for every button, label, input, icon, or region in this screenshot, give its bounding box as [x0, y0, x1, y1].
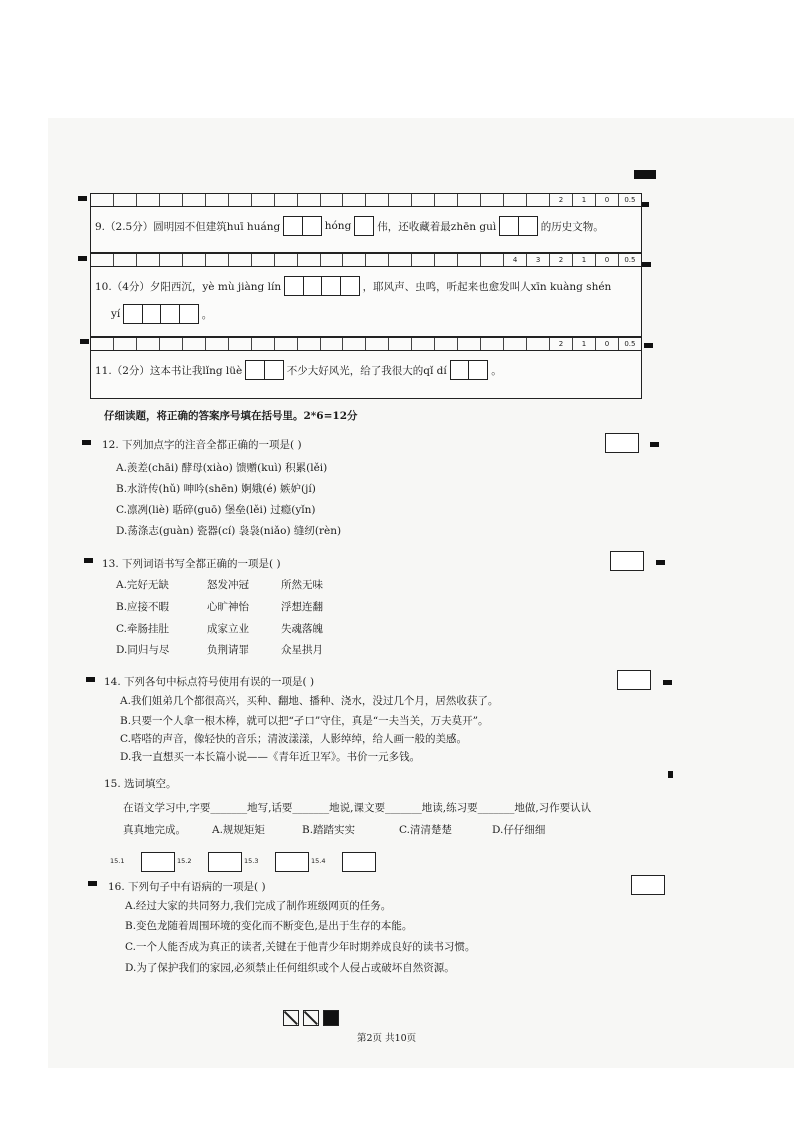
row-mark: [88, 881, 97, 886]
q11-text: 。: [491, 364, 502, 377]
row-mark: [80, 339, 89, 344]
score-cell[interactable]: 2: [550, 194, 573, 206]
q9-line: [95, 216, 604, 236]
q9-text: 的历史文物。: [540, 220, 604, 233]
q10-text: 。: [201, 308, 213, 321]
q10-answer-group-2[interactable]: [123, 304, 199, 324]
q12-option-c: C.凛冽(liè) 聒碎(guō) 堡垒(lěi) 过瘾(yǐn): [116, 504, 316, 516]
score-cell[interactable]: 1: [573, 254, 596, 266]
row-mark: [644, 343, 653, 348]
row-mark: [656, 560, 665, 565]
q14-stem: 14. 下列各句中标点符号使用有误的一项是( ): [104, 676, 315, 688]
q16-stem: 16. 下列句子中有语病的一项是( ): [108, 881, 266, 893]
row-mark: [84, 558, 93, 563]
q10-text: ，耶风声、虫鸣，听起来也愈发叫人xīn kuàng shén: [362, 280, 612, 293]
q13-option-d-3: 众星拱月: [281, 644, 323, 656]
q11-answer-group-1[interactable]: [245, 360, 284, 380]
q13-option-d-1: D.同归与尽: [116, 644, 170, 656]
q15-label-3: 15.3: [244, 857, 259, 865]
q15-choice-d: D.仔仔细细: [492, 824, 546, 836]
q11-box: [90, 337, 642, 399]
q15-choice-b: B.踏踏实实: [302, 824, 356, 836]
q12-answer-box[interactable]: [605, 433, 639, 453]
score-cell[interactable]: 0: [596, 194, 619, 206]
q14-option-c: C.嗒嗒的声音，像轻快的音乐；清波漾漾，人影绰绰，给人画一般的美感。: [120, 733, 467, 745]
score-cell[interactable]: 1: [573, 194, 596, 206]
score-cell[interactable]: 2: [550, 254, 573, 266]
row-mark: [650, 442, 659, 447]
q12-option-d: D.荡涤志(guàn) 瓷器(cí) 袅袅(niǎo) 缝纫(rèn): [116, 525, 342, 537]
q14-option-b: B.只要一个人拿一根木棒，就可以把“孑口”守住，真是“一夫当关，万夫莫开”。: [120, 715, 489, 727]
q9-text: 伟，还收藏着最zhēn guì: [377, 220, 497, 233]
row-mark: [663, 680, 672, 685]
row-mark: [668, 771, 673, 778]
q13-option-b-3: 浮想连翻: [281, 601, 323, 613]
q13-option-c-2: 成家立业: [207, 623, 249, 635]
q13-option-a-3: 所然无味: [281, 579, 323, 591]
q9-score-row: [91, 194, 641, 207]
score-cell[interactable]: 0: [596, 254, 619, 266]
q15-answer-box-3[interactable]: [275, 852, 309, 872]
score-cell[interactable]: 1: [573, 338, 596, 350]
q13-stem: 13. 下列词语书写全都正确的一项是( ): [102, 558, 281, 570]
q16-option-c: C.一个人能否成为真正的读者,关键在于他青少年时期养成良好的读书习惯。: [125, 941, 476, 953]
q13-option-a-1: A.完好无缺: [116, 579, 169, 591]
q10-text: yí: [111, 308, 121, 320]
q11-text: 不少大好风光，给了我很大的qǐ dí: [286, 364, 447, 377]
q14-option-a: A.我们姐弟几个都很高兴，买种、翻地、播种、浇水，没过几个月，居然收获了。: [120, 695, 499, 707]
row-mark: [78, 196, 87, 201]
registration-mark: [634, 170, 656, 179]
q9-answer-group-2[interactable]: [354, 216, 374, 236]
score-cell[interactable]: 2: [550, 338, 573, 350]
q9-answer-group-1[interactable]: [283, 216, 322, 236]
q15-line-1: 在语文学习中,字要_______地写,话要_______地说,课文要_______地读,练习要_______地做,习作要认认: [123, 802, 592, 814]
q11-text: 11.（2分）这本书让我lǐng lüè: [95, 364, 243, 377]
q15-answer-box-1[interactable]: [141, 852, 175, 872]
q15-line-2: 真真地完成。: [123, 824, 186, 836]
q11-answer-group-2[interactable]: [450, 360, 489, 380]
slashed-box-icon: [303, 1010, 319, 1026]
q13-option-b-1: B.应接不暇: [116, 601, 170, 613]
q11-score-row: [91, 338, 641, 351]
slashed-box-icon: [283, 1010, 299, 1026]
q14-option-d: D.我一直想买一本长篇小说——《青年近卫军》。书价一元多钱。: [120, 751, 421, 763]
q10-box: [90, 253, 642, 337]
row-mark: [78, 256, 87, 261]
score-cell[interactable]: 0.5: [624, 256, 636, 264]
q9-box: [90, 193, 642, 253]
q16-option-a: A.经过大家的共同努力,我们完成了制作班级网页的任务。: [125, 900, 392, 912]
score-cell[interactable]: 4: [504, 254, 527, 266]
q13-option-b-2: 心旷神怡: [207, 601, 249, 613]
q16-answer-box[interactable]: [631, 875, 665, 895]
q14-answer-box[interactable]: [617, 670, 651, 690]
q15-answer-box-2[interactable]: [208, 852, 242, 872]
row-mark: [642, 262, 651, 267]
q10-answer-group-1[interactable]: [284, 276, 360, 296]
footer-marks: [283, 1010, 343, 1026]
q12-option-b: B.水浒传(hǔ) 呻吟(shēn) 婀娥(é) 嫉妒(jí): [116, 483, 316, 495]
q13-option-c-3: 失魂落魄: [281, 623, 323, 635]
q16-option-d: D.为了保护我们的家园,必须禁止任何组织或个人侵占或破坏自然资源。: [125, 962, 455, 974]
q15-label-2: 15.2: [177, 857, 192, 865]
q15-answer-box-4[interactable]: [342, 852, 376, 872]
row-mark: [82, 440, 91, 445]
score-cell[interactable]: 3: [527, 254, 550, 266]
q10-score-row: [91, 254, 641, 267]
section-header: 仔细读题，将正确的答案序号填在括号里。2*6=12分: [104, 410, 358, 422]
q9-answer-group-3[interactable]: [499, 216, 538, 236]
q9-text: hóng: [324, 220, 352, 232]
q15-label-4: 15.4: [311, 857, 326, 865]
filled-box-icon: [323, 1010, 339, 1026]
row-mark: [86, 677, 95, 682]
q11-line: [95, 360, 502, 380]
q15-choice-c: C.清清楚楚: [399, 824, 452, 836]
q16-option-b: B.变色龙随着周围环境的变化而不断变色,是出于生存的本能。: [125, 920, 413, 932]
q10-text: 10.（4分）夕阳西沉，yè mù jiàng lín: [95, 280, 282, 293]
q15-choice-a: A.规规矩矩: [212, 824, 265, 836]
q10-line-1: [95, 276, 611, 296]
q9-text: 9.（2.5分）圆明园不但建筑huī huáng: [95, 220, 281, 233]
q10-line-2: [111, 304, 212, 324]
score-cell[interactable]: 0: [596, 338, 619, 350]
q13-option-c-1: C.牵肠挂肚: [116, 623, 169, 635]
score-cell[interactable]: 0.5: [624, 340, 636, 348]
q13-answer-box[interactable]: [610, 551, 644, 571]
q15-label-1: 15.1: [110, 857, 125, 865]
q12-stem: 12. 下列加点字的注音全都正确的一项是( ): [102, 439, 302, 451]
q13-option-d-2: 负荆请罪: [207, 644, 249, 656]
q15-stem: 15. 选词填空。: [104, 778, 177, 790]
q12-option-a: A.羡差(chāi) 酵母(xiào) 馈赠(kuì) 积累(lěi): [116, 462, 328, 474]
page-number: 第2页 共10页: [357, 1033, 417, 1044]
q13-option-a-2: 怒发冲冠: [207, 579, 249, 591]
score-cell[interactable]: 0.5: [624, 196, 636, 204]
